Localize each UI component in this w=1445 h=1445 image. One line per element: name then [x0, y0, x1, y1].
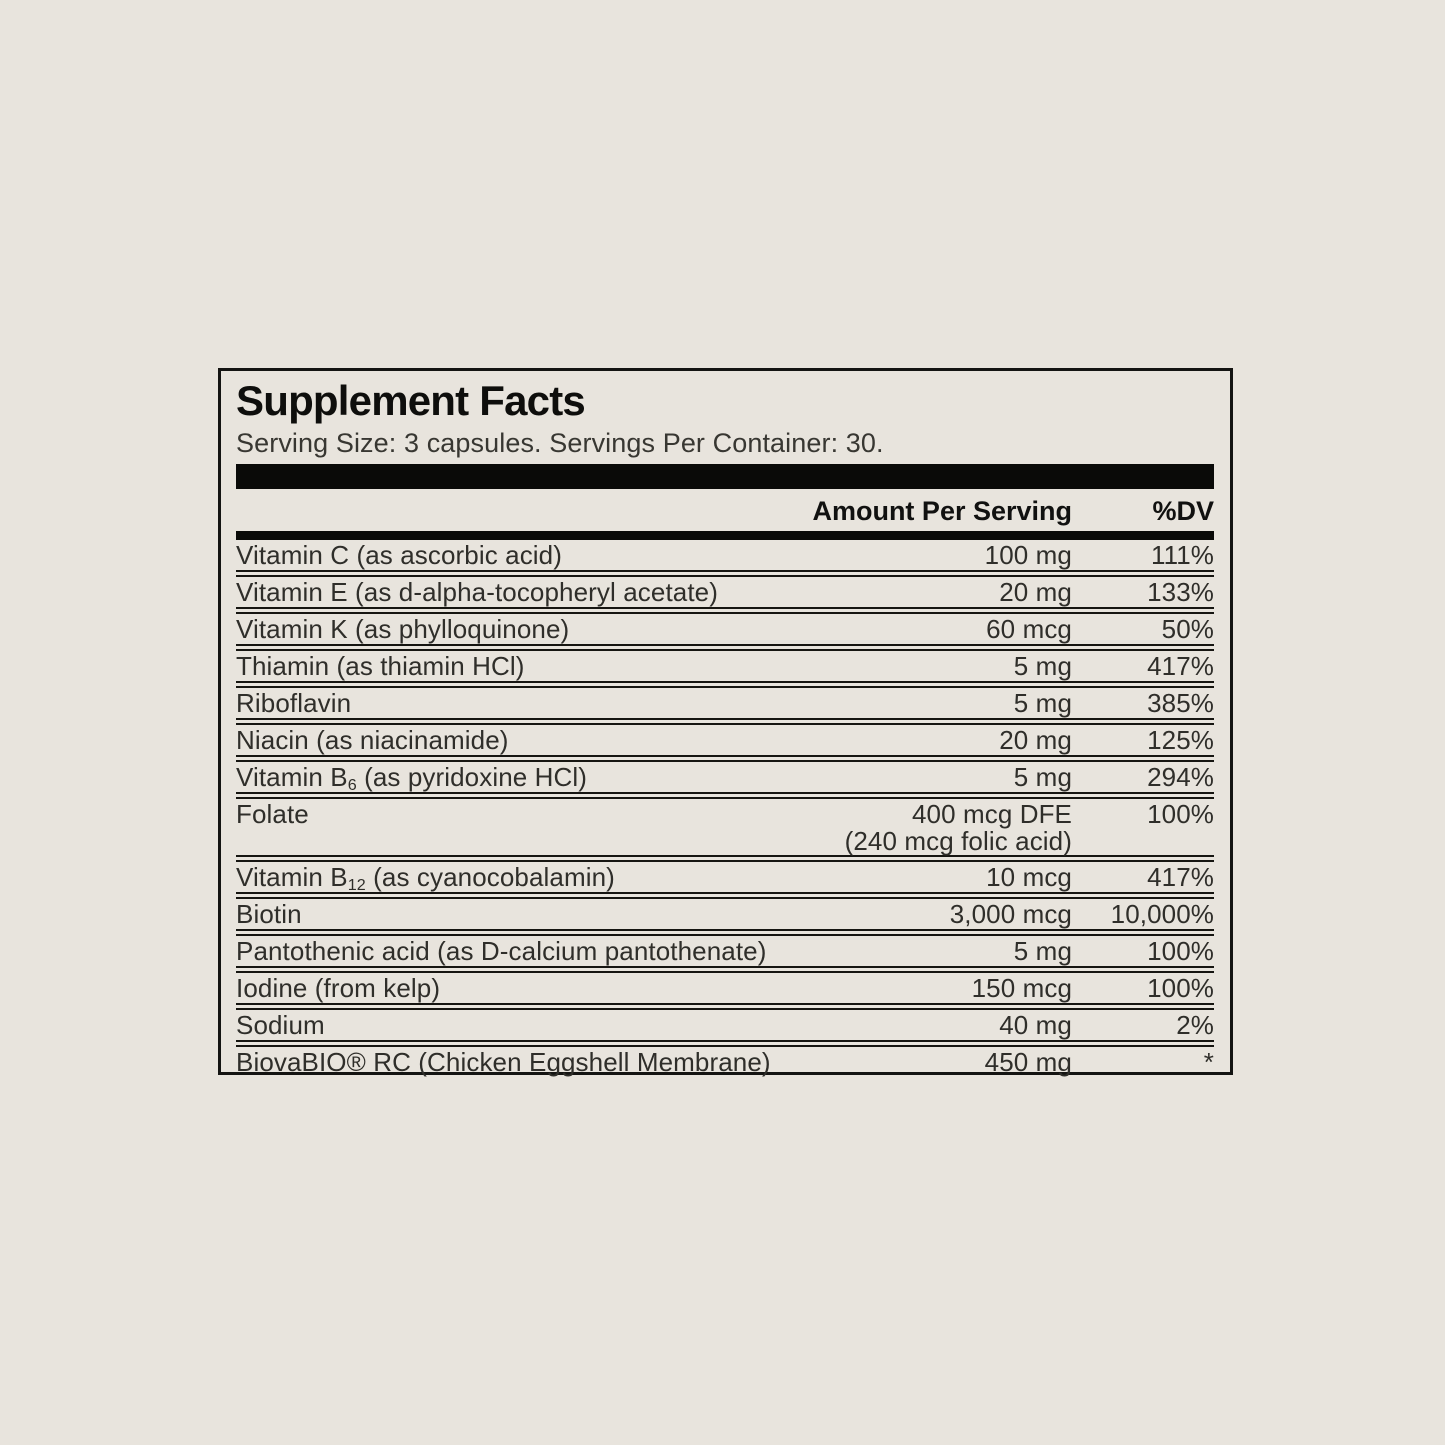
row-separator: [236, 792, 1214, 799]
nutrient-dv-value: 417%: [1147, 651, 1214, 682]
nutrient-name: Vitamin $B_6$ (as pyridoxine HCl): [236, 762, 588, 795]
nutrient-amount-note: (240 mcg folic acid): [844, 826, 1072, 857]
nutrient-dv-value: 125%: [1147, 725, 1214, 756]
nutrient-amount: 20 mg: [999, 577, 1072, 608]
nutrient-dv-value: 10,000%: [1110, 899, 1214, 930]
nutrient-name: Vitamin $B_{12}$ (as cyanocobalamin): [236, 862, 615, 895]
nutrient-dv-value: 133%: [1147, 577, 1214, 608]
nutrient-name: Vitamin E (as d-alpha-tocopheryl acetate): [236, 577, 718, 608]
nutrient-row: [236, 651, 1214, 681]
nutrient-row: [236, 688, 1214, 718]
nutrient-name: Vitamin K (as phylloquinone): [236, 614, 570, 645]
nutrient-name: Sodium: [236, 1010, 325, 1041]
row-separator: [236, 966, 1214, 973]
nutrient-amount: 60 mcg: [986, 614, 1072, 645]
nutrient-dv-value: 2%: [1176, 1010, 1214, 1041]
nutrient-row: [236, 862, 1214, 895]
nutrient-name-subscript: 6: [347, 776, 357, 795]
nutrient-amount: 40 mg: [999, 1010, 1072, 1041]
nutrient-rows-container: [236, 540, 1214, 1077]
thick-divider-bar: [236, 464, 1214, 489]
nutrient-amount: 450 mg: [984, 1047, 1072, 1078]
serving-size-line: Serving Size: 3 capsules. Servings Per Container: 30.: [236, 428, 884, 459]
row-separator: [236, 644, 1214, 651]
row-separator: [236, 855, 1214, 862]
nutrient-dv-value: 50%: [1161, 614, 1214, 645]
nutrient-name: Thiamin (as thiamin HCl): [236, 651, 525, 682]
nutrient-row: [236, 725, 1214, 755]
nutrient-amount: 400 mcg DFE (240 mcg folic acid): [772, 801, 1072, 854]
nutrient-dv-value: 385%: [1147, 688, 1214, 719]
nutrient-amount: 10 mcg: [986, 862, 1072, 893]
nutrient-dv-value: 417%: [1147, 862, 1214, 893]
nutrient-name-subscript: 12: [347, 876, 366, 895]
nutrient-row: [236, 799, 1214, 855]
nutrient-row: [236, 1047, 1214, 1077]
nutrient-amount: 5 mg: [1013, 651, 1072, 682]
nutrient-dv-value: 100%: [1147, 799, 1214, 830]
nutrient-name: Riboflavin: [236, 688, 352, 719]
nutrient-row: [236, 973, 1214, 1003]
nutrient-dv-value: 111%: [1150, 540, 1214, 571]
nutrient-name: Vitamin C (as ascorbic acid): [236, 540, 562, 571]
nutrient-row: [236, 936, 1214, 966]
row-separator: [236, 1040, 1214, 1047]
medium-divider-bar: [236, 531, 1214, 540]
nutrient-row: [236, 577, 1214, 607]
nutrient-name: Iodine (from kelp): [236, 973, 441, 1004]
row-separator: [236, 607, 1214, 614]
nutrient-row: [236, 1010, 1214, 1040]
nutrient-row: [236, 899, 1214, 929]
nutrient-row: [236, 614, 1214, 644]
nutrient-amount: 5 mg: [1013, 688, 1072, 719]
nutrient-name: Niacin (as niacinamide): [236, 725, 509, 756]
row-separator: [236, 570, 1214, 577]
nutrient-amount: 5 mg: [1013, 936, 1072, 967]
column-header-amount-per-serving: Amount Per Serving: [812, 496, 1072, 527]
nutrient-dv-value: 294%: [1147, 762, 1214, 793]
row-separator: [236, 718, 1214, 725]
supplement-facts-title: Supplement Facts: [236, 377, 585, 424]
nutrient-dv-value: 100%: [1147, 973, 1214, 1004]
column-header-row: [236, 489, 1214, 531]
nutrient-amount: 3,000 mcg: [949, 899, 1072, 930]
nutrient-amount: 150 mcg: [971, 973, 1072, 1004]
row-separator: [236, 755, 1214, 762]
nutrient-row: [236, 762, 1214, 795]
nutrient-amount: 20 mg: [999, 725, 1072, 756]
nutrient-name: Pantothenic acid (as D-calcium pantothenate): [236, 936, 767, 967]
nutrient-amount: 100 mg: [984, 540, 1072, 571]
nutrient-row: [236, 540, 1214, 570]
nutrient-name: Folate: [236, 799, 309, 830]
nutrient-name: BiovaBIO® RC (Chicken Eggshell Membrane): [236, 1047, 771, 1078]
row-separator: [236, 681, 1214, 688]
nutrient-dv-value: *: [1203, 1047, 1214, 1078]
column-header-dv: %DV: [1152, 496, 1214, 527]
row-separator: [236, 1003, 1214, 1010]
nutrient-dv-value: 100%: [1147, 936, 1214, 967]
row-separator: [236, 892, 1214, 899]
supplement-facts-panel: [218, 368, 1233, 1078]
nutrient-name: Biotin: [236, 899, 302, 930]
row-separator: [236, 929, 1214, 936]
nutrient-amount: 5 mg: [1013, 762, 1072, 793]
